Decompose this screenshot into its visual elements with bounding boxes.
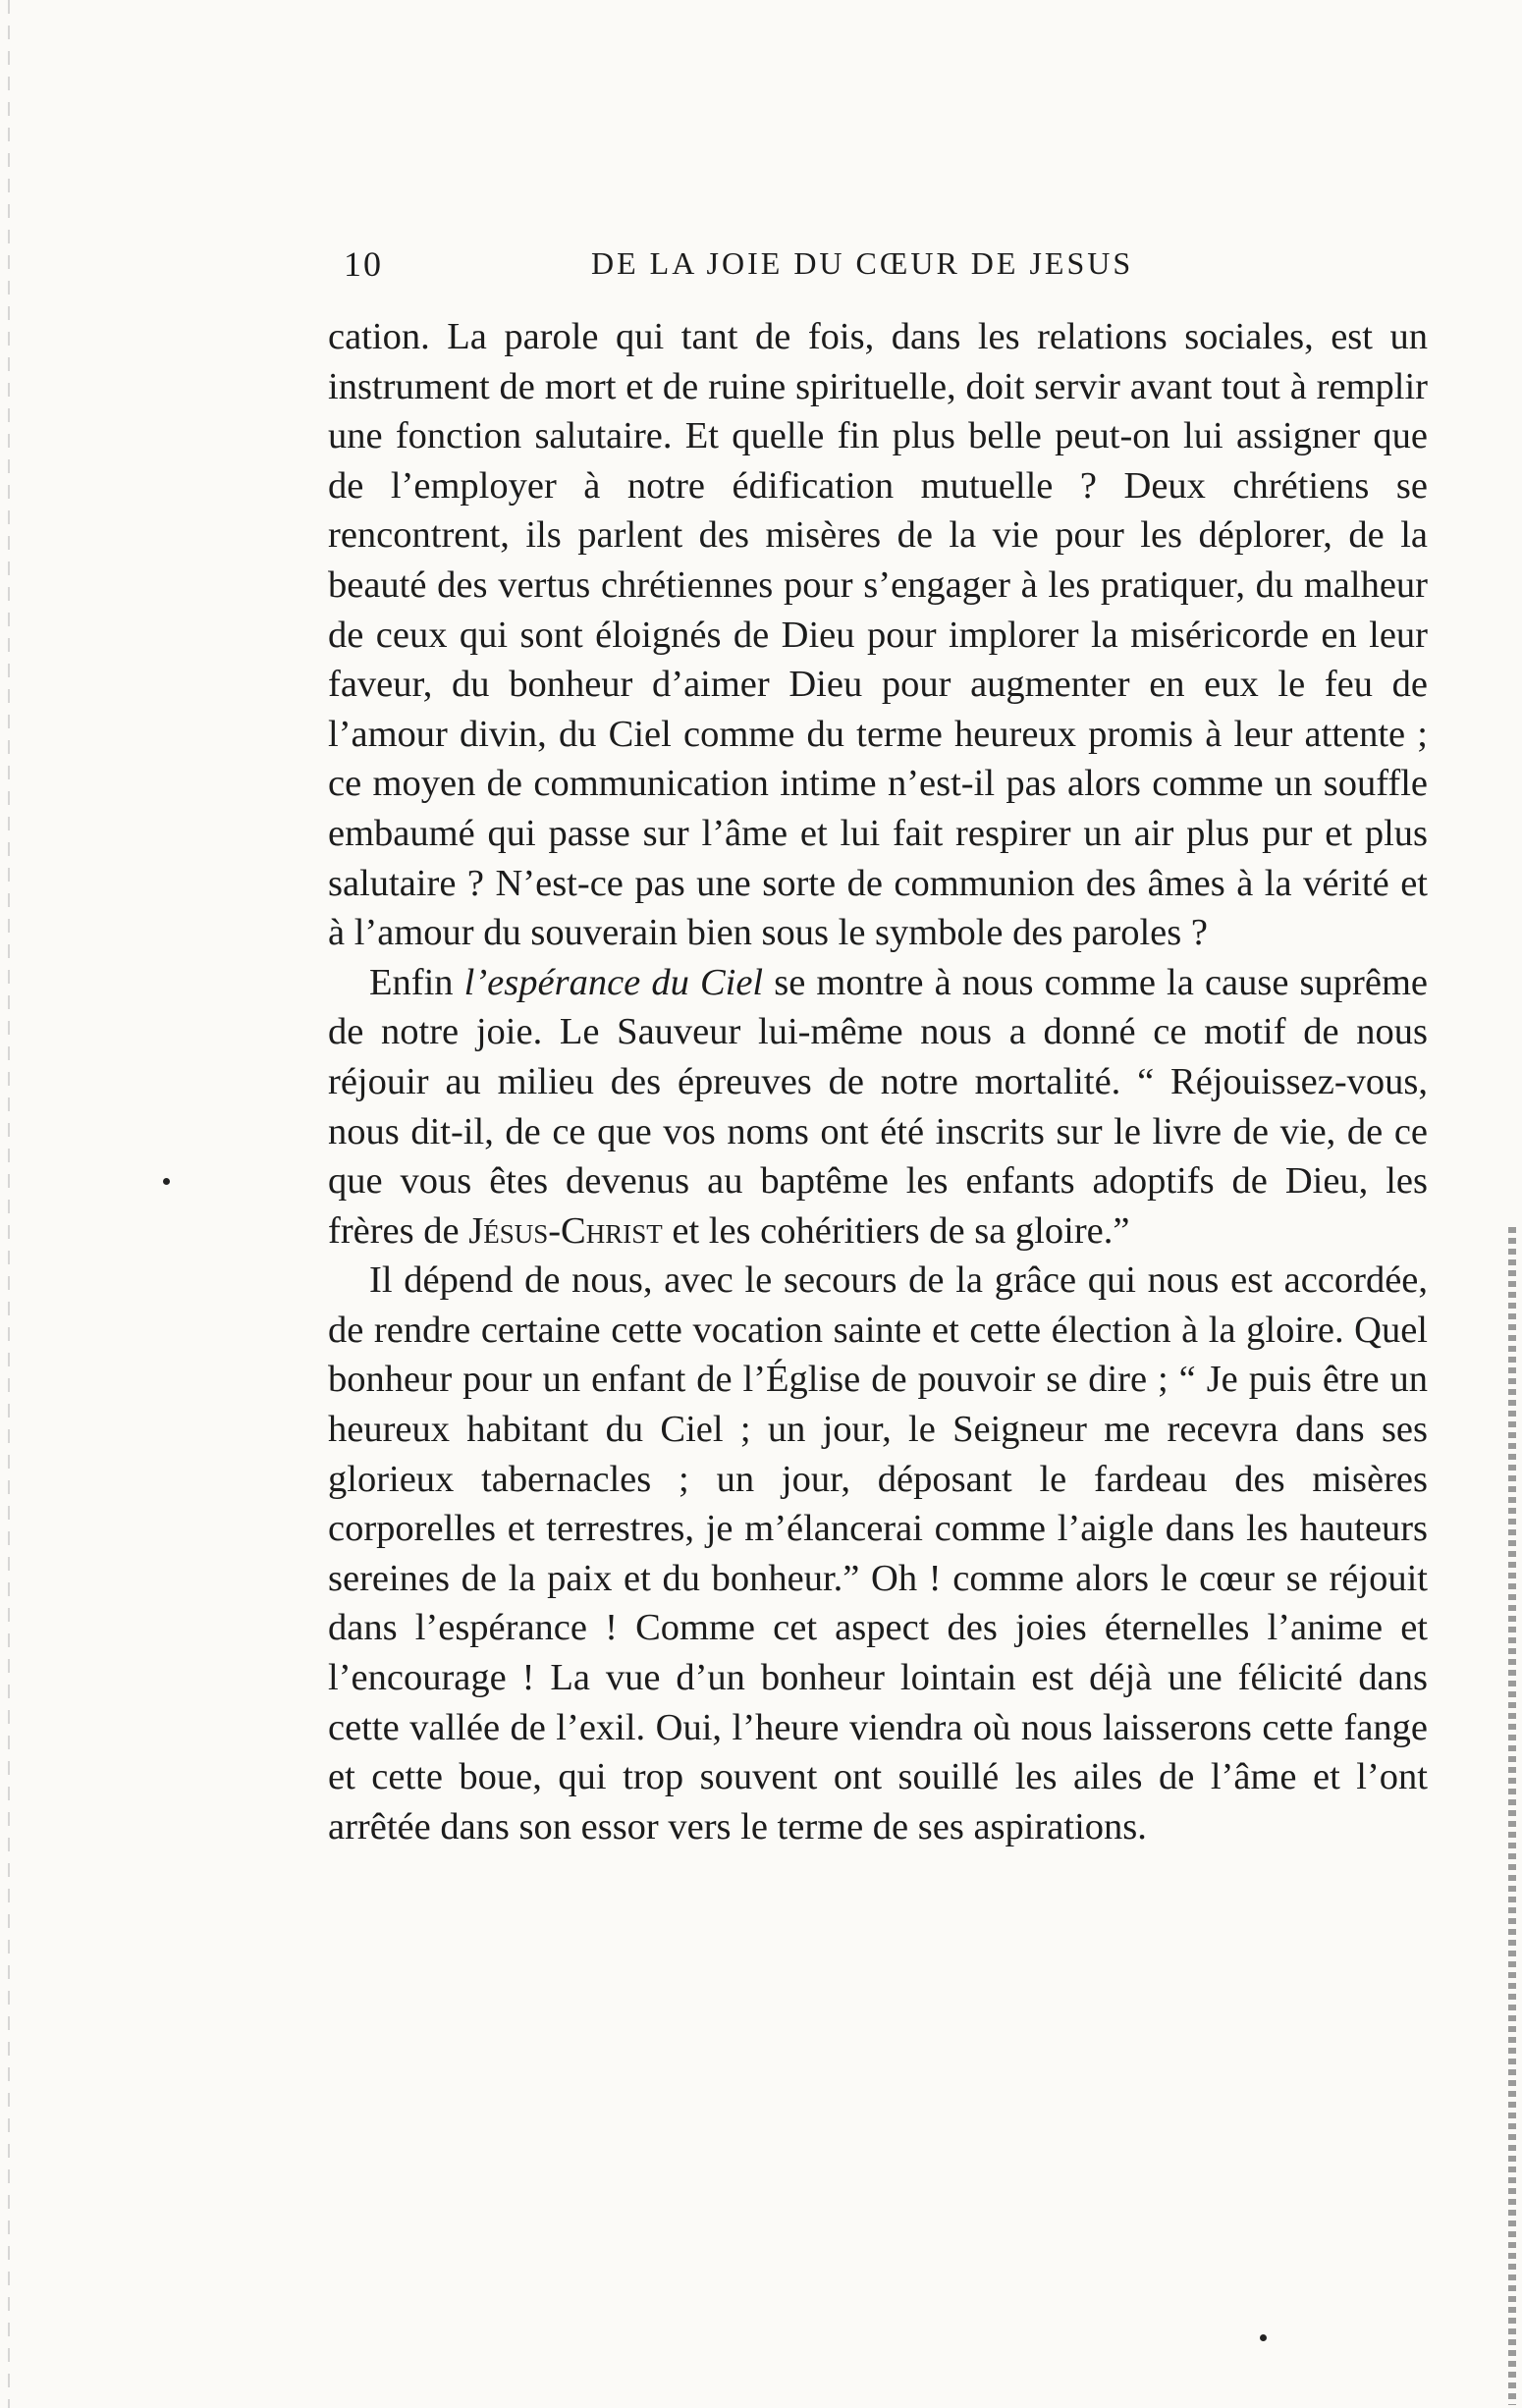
paragraph-2-end: et les cohéritiers de sa gloire.” (662, 1209, 1130, 1252)
scan-speck (1260, 2334, 1267, 2341)
scan-speck (163, 1178, 170, 1185)
body-text (328, 312, 1428, 1851)
page-header (334, 243, 1424, 293)
paragraph-2 (328, 958, 1428, 1257)
paragraph-1: cation. La parole qui tant de fois, dans les relations sociales, est un instrument de mort et de ruine spirituelle, doit servir avant tout à remplir une fonction salutaire. Et quelle fin plus belle peut-on lui assigner que de l’employer à notre édification mutuelle ? Deux chrétiens se rencontrent, ils parlent des misères de la vie pour les déplorer, de la beauté des vertus chrétiennes pour s’engager à les pratiquer, du malheur de ceux qui sont éloignés de Dieu pour implorer la miséricorde en leur faveur, du bonheur d’aimer Dieu pour augmenter en eux le feu de l’amour divin, du Ciel comme du terme heureux promis à leur attente ; ce moyen de communication intime n’est-il pas alors comme un souffle embaumé qui passe sur l’âme et lui fait respirer un air plus pur et plus salutaire ? N’est-ce pas une sorte de communion des âmes à la vérité et à l’amour du souverain bien sous le symbole des paroles ? (328, 316, 1428, 954)
emphasis-text: l’espérance du Ciel (463, 961, 764, 1003)
scan-edge-right (1508, 1227, 1516, 2405)
page-number: 10 (344, 244, 383, 284)
paragraph-2-start: Enfin (369, 961, 464, 1003)
small-caps-name: Jésus-Christ (468, 1209, 663, 1252)
scan-edge-left (8, 0, 10, 2408)
paragraph-2-middle: se montre à nous comme la cause suprême de notre joie. Le Sauveur lui-même nous a donné ce motif de nous réjouir au milieu des épreuves de notre mortalité. “ Réjouissez-vous, nous dit-il, de ce que vos noms ont été inscrits sur le livre de vie, de ce que vous êtes devenus au baptême les enfants adoptifs de Dieu, les frères de (328, 961, 1428, 1252)
running-title: DE LA JOIE DU CŒUR DE JESUS (591, 245, 1134, 281)
paragraph-3: Il dépend de nous, avec le secours de la grâce qui nous est accordée, de rendre certaine cette vocation sainte et cette élection à la gloire. Quel bonheur pour un enfant de l’Église de pouvoir se dire ; “ Je puis être un heureux habitant du Ciel ; un jour, le Seigneur me recevra dans ses glorieux tabernacles ; un jour, déposant le fardeau des misères corporelles et terrestres, je m’élancerai comme l’aigle dans les hauteurs sereines de la paix et du bonheur.” Oh ! comme alors le cœur se réjouit dans l’espérance ! Comme cet aspect des joies éternelles l’anime et l’encourage ! La vue d’un bonheur lointain est déjà une félicité dans cette vallée de l’exil. Oui, l’heure viendra où nous laisserons cette fange et cette boue, qui trop souvent ont souillé les ailes de l’âme et l’ont arrêtée dans son essor vers le terme de ses aspirations. (328, 1259, 1428, 1847)
